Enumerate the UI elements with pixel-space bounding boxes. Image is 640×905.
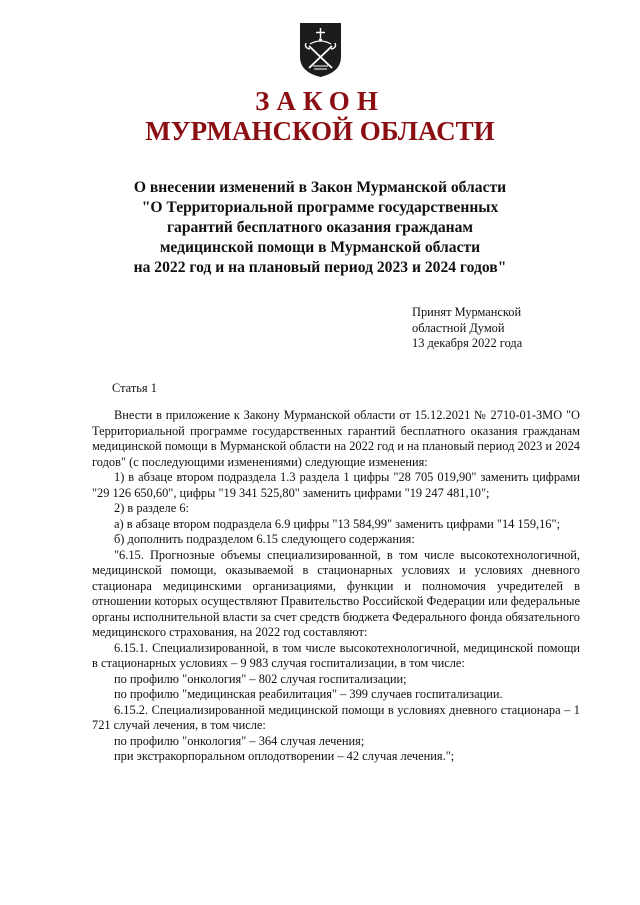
paragraph: Внести в приложение к Закону Мурманской области от 15.12.2021 № 2710-01-ЗМО "О Территориальной программе государственных гарантий бесплатного оказания гражданам медицинской помощи в Мурманской области на 2022 год и на плановый период 2023 и 2024 годов" (с последующими изменениями) следующие изменения: xyxy=(92,408,580,469)
paragraph: 1) в абзаце втором подраздела 1.3 раздела 1 цифры "28 705 019,90" заменить цифрами "29 126 650,60", цифры "19 341 525,80" заменить цифрами "19 247 481,10"; xyxy=(92,470,580,500)
paragraph: 2) в разделе 6: xyxy=(114,501,189,515)
region-title: МУРМАНСКОЙ ОБЛАСТИ xyxy=(145,116,495,146)
paragraph: по профилю "медицинская реабилитация" – 399 случаев госпитализации. xyxy=(114,687,503,701)
paragraph: 6.15.1. Специализированной, в том числе высокотехнологичной, медицинской помощи в стационарных условиях – 9 983 случая госпитализации, в том числе: xyxy=(92,640,580,670)
article-heading: Статья 1 xyxy=(112,381,157,395)
paragraph: б) дополнить подразделом 6.15 следующего содержания: xyxy=(114,532,415,546)
law-body xyxy=(92,408,580,765)
paragraph: по профилю "онкология" – 802 случая госпитализации; xyxy=(114,671,407,686)
law-title: ЗАКОН xyxy=(255,86,385,116)
paragraph: по профилю "онкология" – 364 случая лечения; xyxy=(114,733,365,748)
paragraph: "6.15. Прогнозные объемы специализированной, в том числе высокотехнологичной, медицинской помощи, оказываемой в стационарных условиях и условиях дневного стационара медицинскими организациями, функции и полномочия учредителей в отношении которых осуществляют Правительство Российской Федерации или федеральные органы исполнительной власти за счет средств бюджета Федерального фонда обязательного медицинского страхования, на 2022 год составляют: xyxy=(92,547,580,639)
adoption-line: областной Думой xyxy=(412,320,505,335)
paragraph: а) в абзаце втором подраздела 6.9 цифры "13 584,99" заменить цифрами "14 159,16"; xyxy=(114,516,561,531)
paragraph: 6.15.2. Специализированной медицинской помощи в условиях дневного стационара – 1 721 случай лечения, в том числе: xyxy=(92,702,580,732)
subject-line: на 2022 год и на плановый период 2023 и 2024 годов" xyxy=(133,259,507,276)
coat-of-arms-icon xyxy=(298,22,343,78)
law-subject xyxy=(80,178,560,278)
adoption-block xyxy=(412,305,522,352)
adoption-line: Принят Мурманской xyxy=(412,305,522,319)
paragraph: при экстракорпоральном оплодотворении – 42 случая лечения."; xyxy=(114,749,455,763)
adoption-date: 13 декабря 2022 года xyxy=(412,336,523,350)
subject-line: гарантий бесплатного оказания гражданам xyxy=(166,219,474,236)
subject-line: медицинской помощи в Мурманской области xyxy=(159,239,481,256)
subject-line: "О Территориальной программе государственных xyxy=(141,199,499,216)
subject-line: О внесении изменений в Закон Мурманской области xyxy=(133,179,507,196)
